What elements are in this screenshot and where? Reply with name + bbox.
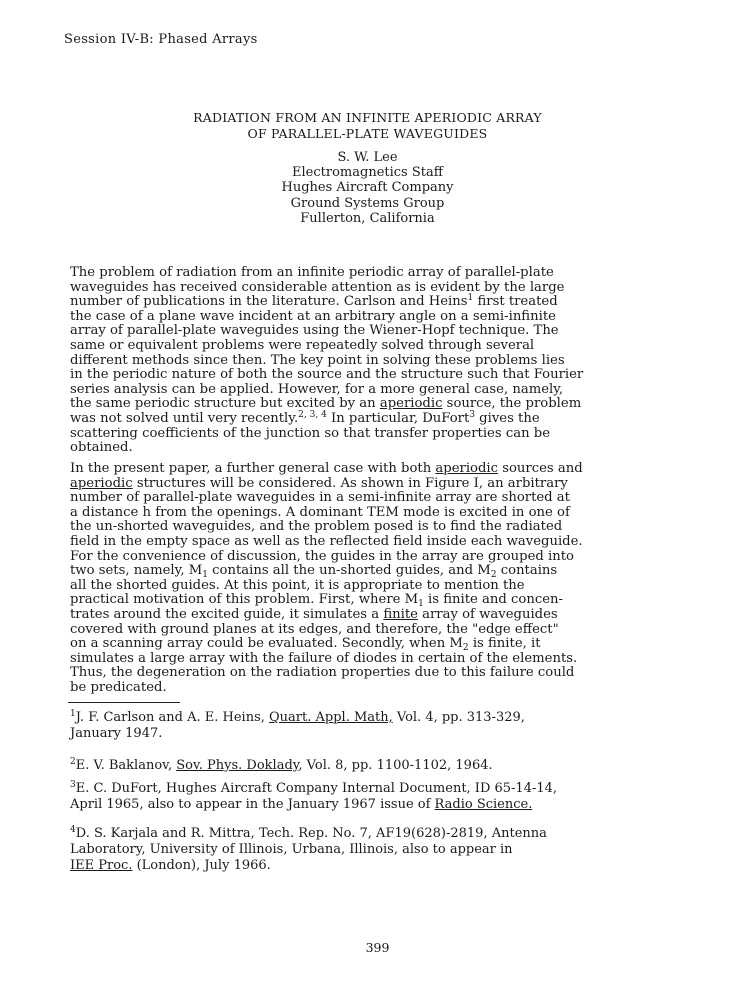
subscript: 2 [462, 643, 469, 654]
author-dept: Electromagnetics Staff [292, 165, 443, 181]
running-header: Session IV-B: Phased Arrays [64, 32, 258, 47]
footnote-number: 3 [70, 780, 76, 790]
text-line [70, 781, 557, 797]
text-line: series analysis can be applied. However, for a more general case, namely, [70, 381, 564, 397]
title-line-2: OF PARALLEL-PLATE WAVEGUIDES [247, 126, 488, 141]
text-span: was not solved until very recently. [70, 410, 299, 426]
footnote-number: 4 [70, 825, 76, 835]
footnote-number: 2 [70, 757, 76, 767]
text-line: The problem of radiation from an infinite periodic array of parallel-plate [70, 265, 554, 280]
text-span: number of publications in the literature. Carlson and Heins [70, 294, 468, 310]
text-line: the un-shorted waveguides, and the problem posed is to find the radiated [70, 519, 563, 535]
text-span: April 1965, also to appear in the January 1967 issue of [70, 797, 435, 812]
text-span: array of waveguides [417, 606, 558, 622]
text-line: different methods since then. The key point in solving these problems lies [70, 352, 565, 368]
footnote-ref: 2, 3, 4 [298, 409, 327, 420]
text-span: the same periodic structure but excited by an [70, 396, 380, 412]
footnote-number: 1 [70, 709, 76, 719]
text-line: all the shorted guides. At this point, it is appropriate to mention the [70, 577, 525, 593]
text-span: In particular, DuFort [326, 410, 470, 426]
text-line [70, 858, 547, 874]
underlined-term: aperiodic [70, 475, 133, 491]
text-line: a distance h from the openings. A dominant TEM mode is excited in one of [70, 504, 570, 520]
text-span: structures will be considered. As shown in Figure I, an arbitrary [132, 475, 568, 491]
text-span: practical motivation of this problem. First, where M [70, 592, 419, 608]
author-company: Hughes Aircraft Company [281, 180, 454, 196]
text-span: J. F. Carlson and A. E. Heins, [75, 710, 270, 725]
text-line [70, 593, 583, 608]
subscript: 1 [418, 599, 424, 610]
author-name: S. W. Lee [337, 150, 398, 165]
text-line: array of parallel-plate waveguides using the Wiener-Hopf technique. The [70, 323, 559, 339]
text-span: , Vol. 8, pp. 1100-1102, 1964. [298, 758, 493, 773]
text-span: gives the [474, 410, 540, 426]
text-line: simulates a large array with the failure of diodes in certain of the elements. [70, 650, 578, 666]
text-line: waveguides has received considerable attention as is evident by the large [70, 279, 565, 295]
underlined-term: aperiodic [435, 461, 499, 476]
underlined-term: aperiodic [379, 396, 443, 412]
text-span: contains all the un-shorted guides, and M [207, 563, 491, 579]
text-line: Thus, the degeneration on the radiation properties due to this failure could [70, 665, 575, 681]
text-line [70, 608, 583, 623]
underlined-term: finite [383, 606, 418, 622]
text-span: is finite and concen- [423, 592, 563, 608]
footnote-3 [70, 781, 557, 813]
text-span: (London), July 1966. [132, 858, 271, 873]
text-span: two sets, namely, M [70, 563, 203, 579]
journal-title: Radio Science. [434, 797, 533, 812]
text-line: Laboratory, University of Illinois, Urbana, Illinois, also to appear in [70, 842, 513, 857]
text-span: In the present paper, a further general case with both [70, 461, 436, 476]
text-line [70, 462, 583, 477]
footnote-2 [70, 758, 493, 774]
text-line: be predicated. [70, 679, 167, 695]
text-line: same or equivalent problems were repeatedly solved through several [70, 337, 535, 353]
text-span: E. V. Baklanov, [75, 758, 177, 773]
journal-title: Sov. Phys. Doklady [176, 758, 299, 773]
text-span: source, the problem [442, 396, 582, 412]
text-line [70, 797, 557, 813]
text-line: January 1947. [70, 726, 163, 741]
text-line: field in the empty space as well as the reflected field inside each waveguide. [70, 533, 583, 549]
paper-title [0, 110, 735, 142]
subscript: 2 [490, 570, 497, 581]
journal-title: Quart. Appl. Math, [269, 710, 393, 725]
text-line [70, 409, 583, 427]
text-span: on a scanning array could be evaluated. Secondly, when M [70, 636, 463, 652]
text-span: is finite, it [468, 636, 541, 652]
footnote-separator [68, 702, 180, 703]
author-block [0, 150, 735, 226]
text-span: Vol. 4, pp. 313-329, [392, 710, 525, 725]
text-line [70, 477, 583, 492]
footnote-ref: 3 [469, 409, 475, 420]
title-line-1: RADIATION FROM AN INFINITE APERIODIC ARRAY [193, 110, 542, 125]
text-line: number of parallel-plate waveguides in a semi-infinite array are shorted at [70, 490, 570, 506]
text-span: E. C. DuFort, Hughes Aircraft Company Internal Document, ID 65-14-14, [75, 781, 558, 796]
text-line: the case of a plane wave incident at an arbitrary angle on a semi-infinite [70, 308, 556, 324]
footnote-ref: 1 [467, 293, 474, 304]
text-span: first treated [473, 294, 558, 310]
subscript: 1 [202, 570, 208, 581]
text-span: sources and [498, 461, 583, 476]
text-line: obtained. [70, 440, 133, 456]
text-line [70, 637, 583, 652]
text-line: For the convenience of discussion, the guides in the array are grouped into [70, 548, 574, 564]
text-line [70, 710, 525, 726]
page-number: 399 [365, 940, 390, 955]
text-line: scattering coefficients of the junction so that transfer properties can be [70, 425, 550, 441]
text-line: covered with ground planes at its edges, and therefore, the "edge effect" [70, 621, 559, 637]
journal-title: IEE Proc. [70, 858, 133, 873]
text-line [70, 758, 493, 774]
paragraph-2 [70, 462, 583, 696]
text-line [70, 826, 547, 842]
paragraph-1 [70, 266, 583, 456]
text-line: in the periodic nature of both the source and the structure such that Fourier [70, 367, 584, 383]
text-span: D. S. Karjala and R. Mittra, Tech. Rep. No. 7, AF19(628)-2819, Antenna [75, 826, 547, 841]
author-group: Ground Systems Group [290, 195, 445, 211]
footnote-1 [70, 710, 525, 742]
text-span: contains [496, 563, 558, 579]
text-line [70, 564, 583, 579]
author-location: Fullerton, California [300, 210, 435, 226]
footnote-4 [70, 826, 547, 874]
text-span: trates around the excited guide, it simulates a [70, 606, 384, 622]
text-line [70, 295, 583, 310]
